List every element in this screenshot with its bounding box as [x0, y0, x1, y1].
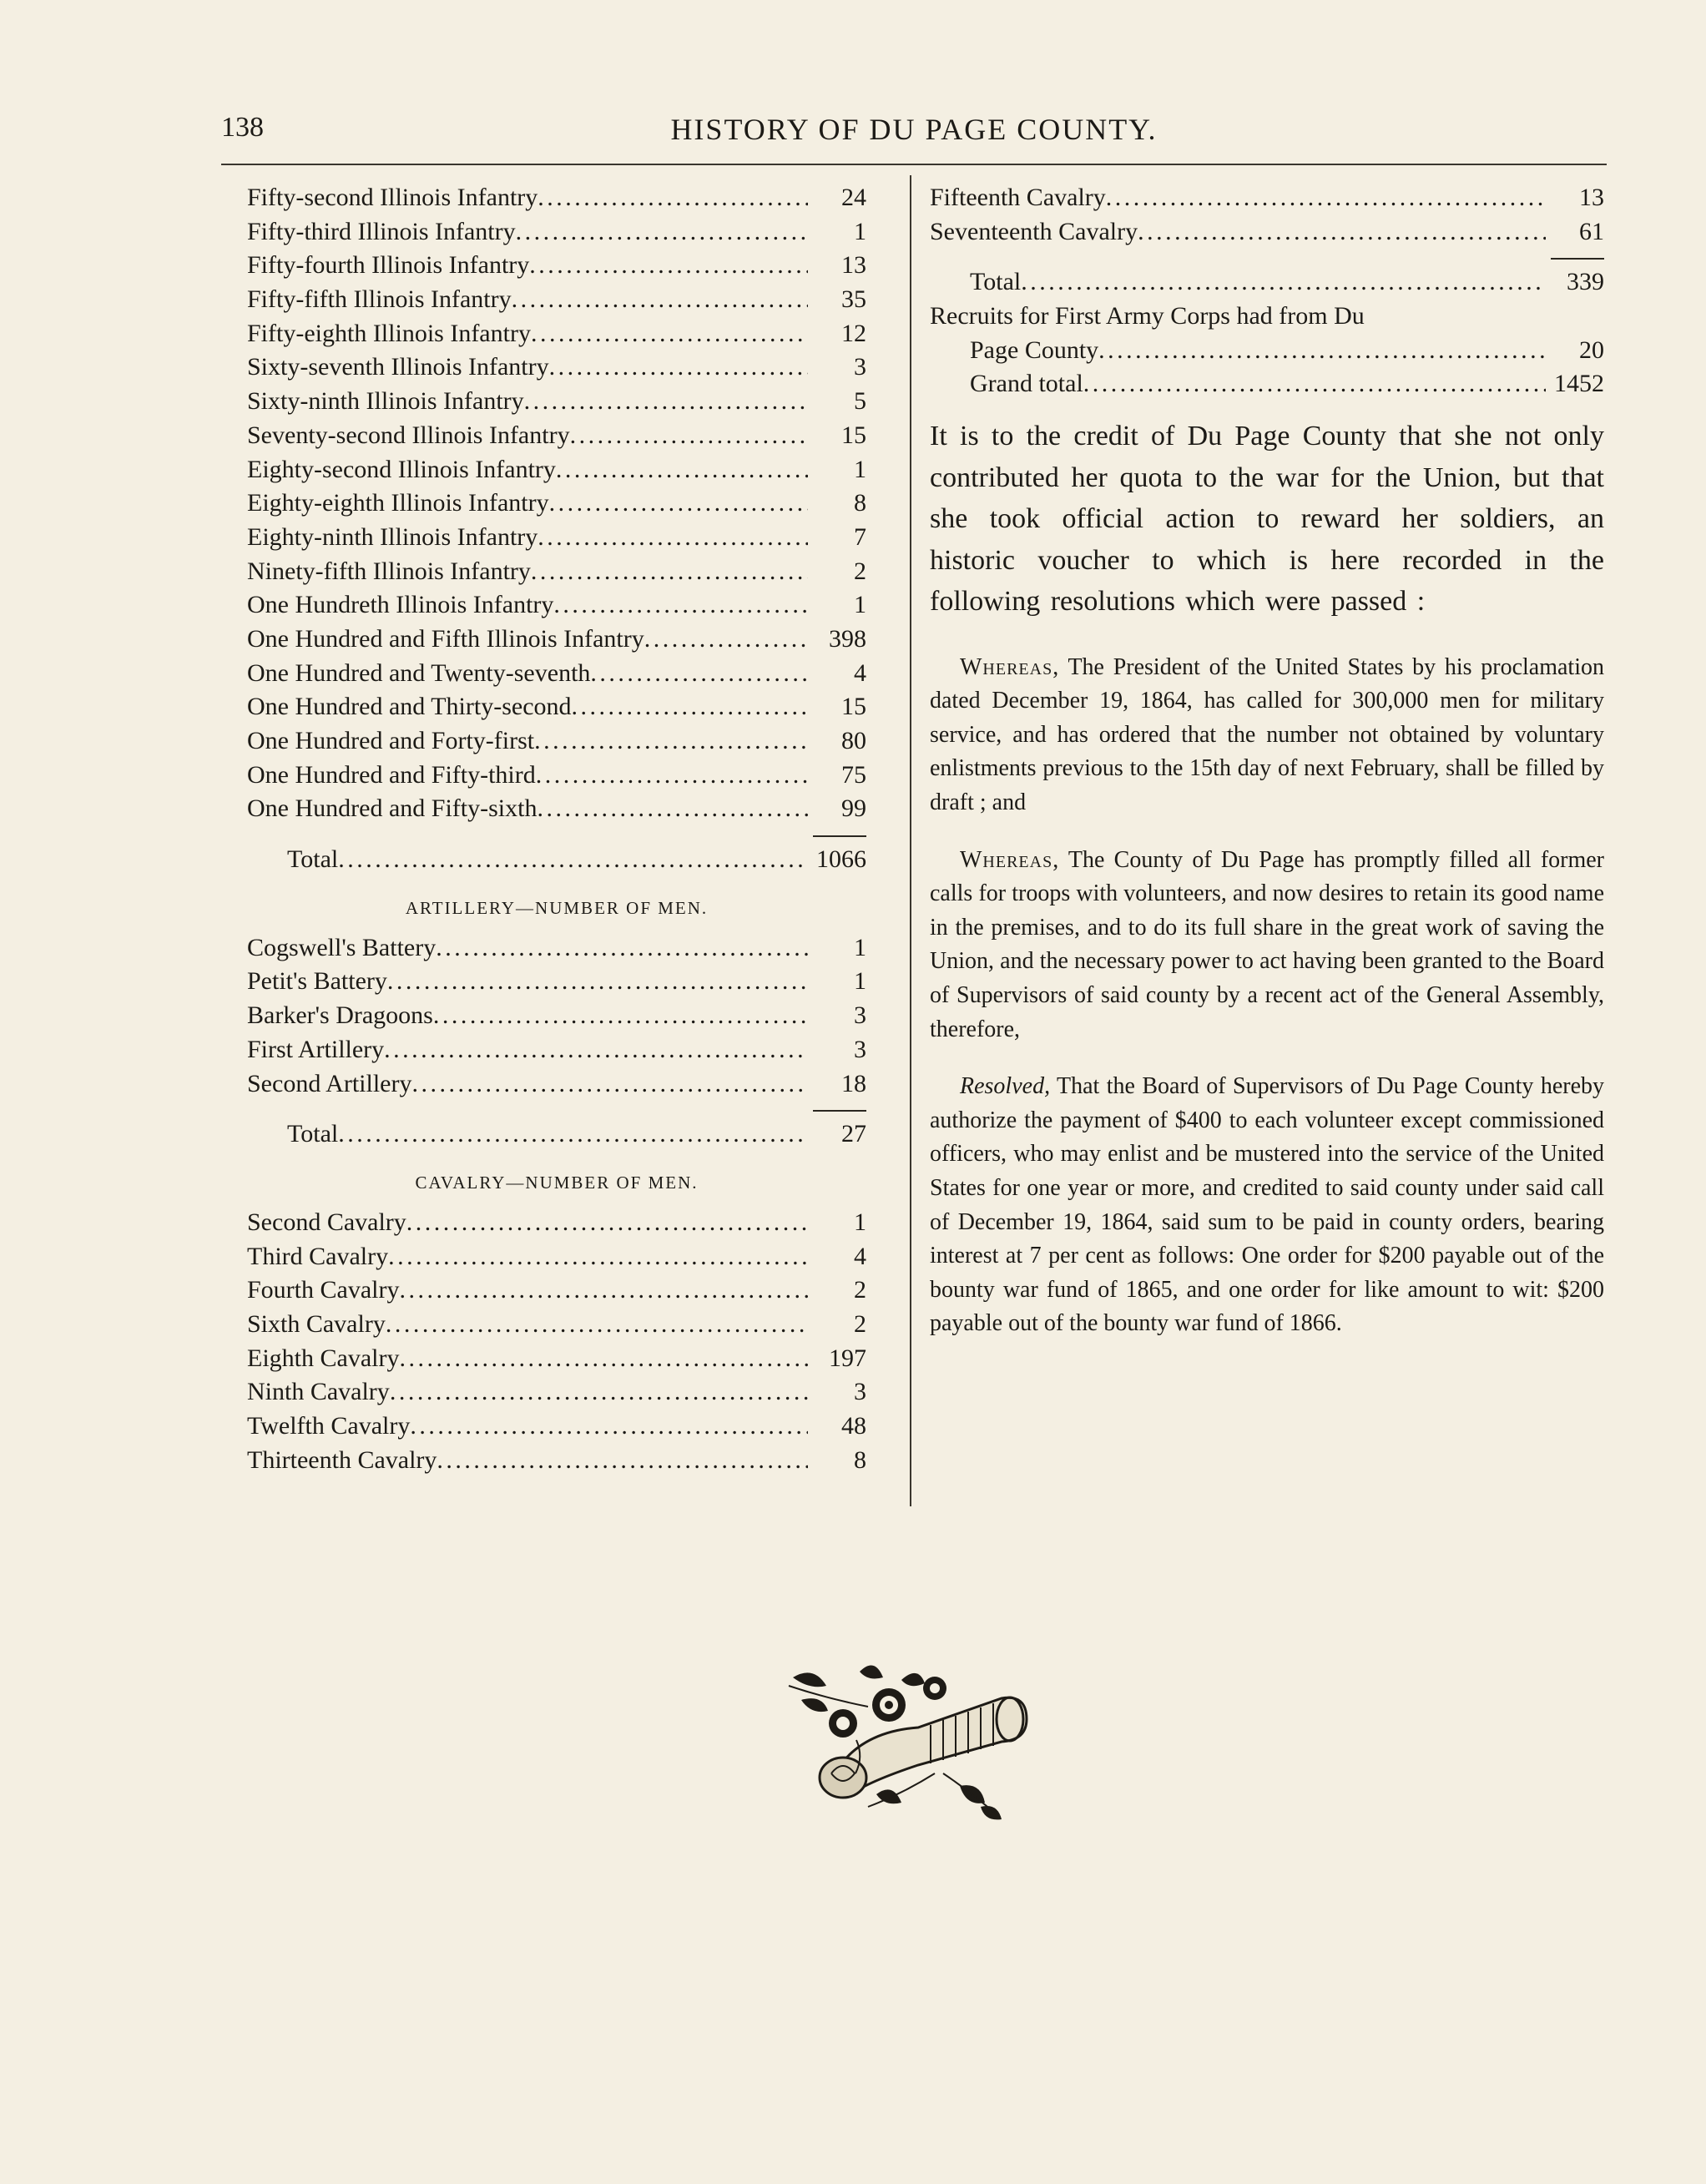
resolved-paragraph: Resolved, That the Board of Supervisors of Du Page County hereby authorize the payment of $400 to each volunteer except commissioned officers, who may enlist and be mustered into the service of the United States for one year or more, and credited to said county under said call of December 19, 1864, said sum to be paid in county orders, bearing interest at 7 per cent as follows: One order for $200 payable out of the bounty war fund of 1865, and one order for like amount to wit: $200 payable out of the bounty war fund of 1866.: [930, 1073, 1604, 1337]
list-item: Sixty-seventh Illinois Infantry . . . 3: [247, 353, 866, 387]
list-item: Ninety-fifth Illinois Infantry . . . 2: [247, 557, 866, 592]
list-item: One Hundred and Twenty-seventh . . . 4: [247, 659, 866, 694]
list-item: Seventeenth Cavalry . . . 61: [930, 218, 1604, 252]
grand-total: Grand total . . . 1452: [930, 370, 1604, 404]
lead-paragraph: It is to the credit of Du Page County that she not only contributed her quota to the war for the Union, but that she took official action to reward her soldiers, an historic voucher to which is here recorded in the following resolutions which were passed :: [930, 421, 1604, 618]
recruits-count: Page County . . . 20: [930, 336, 1604, 371]
recruits-line: Recruits for First Army Corps had from Du: [930, 302, 1365, 330]
list-item: Cogswell's Battery . . . 1: [247, 934, 866, 968]
cavalry-list-right: [930, 184, 1604, 302]
list-item: Eighty-second Illinois Infantry . . . 1: [247, 456, 866, 490]
list-item: Fifty-fifth Illinois Infantry . . . 35: [247, 285, 866, 320]
artillery-total: Total . . . 27: [247, 1120, 866, 1154]
cavalry-total: Total . . . 339: [930, 268, 1604, 302]
artillery-heading: ARTILLERY—NUMBER OF MEN.: [405, 897, 709, 918]
list-item: Eighty-ninth Illinois Infantry . . . 7: [247, 523, 866, 557]
list-item: Eighth Cavalry . . . 197: [247, 1344, 866, 1379]
running-title: HISTORY OF DU PAGE COUNTY.: [670, 113, 1158, 146]
column-divider: [910, 175, 911, 1506]
scroll-and-roses-ornament-icon: [776, 1648, 1043, 1823]
list-item: Fifty-second Illinois Infantry . . . 24: [247, 184, 866, 218]
page-header: [221, 112, 1607, 155]
sum-rule: [247, 1103, 866, 1120]
header-rule: [221, 164, 1607, 165]
infantry-list: [247, 184, 866, 880]
infantry-total: Total . . . 1066: [247, 845, 866, 880]
cavalry-heading: CAVALRY—NUMBER OF MEN.: [415, 1172, 699, 1193]
sum-rule: [930, 251, 1604, 268]
list-item: Sixty-ninth Illinois Infantry . . . 5: [247, 387, 866, 421]
sum-rule: [247, 829, 866, 845]
list-item: Twelfth Cavalry . . . 48: [247, 1412, 866, 1446]
list-item: Ninth Cavalry . . . 3: [247, 1378, 866, 1412]
list-item: Barker's Dragoons . . . 3: [247, 1001, 866, 1036]
list-item: One Hundred and Fifty-third . . . 75: [247, 761, 866, 795]
list-item: First Artillery . . . 3: [247, 1036, 866, 1070]
list-item: Fourth Cavalry . . . 2: [247, 1276, 866, 1310]
list-item: One Hundred and Forty-first . . . 80: [247, 727, 866, 761]
list-item: One Hundred and Thirty-second . . . 15: [247, 693, 866, 727]
list-item: Petit's Battery . . . 1: [247, 967, 866, 1001]
left-column: [247, 184, 866, 1480]
list-item: Second Cavalry . . . 1: [247, 1208, 866, 1243]
cavalry-list-left: [247, 1208, 866, 1480]
whereas-paragraph-2: Whereas, The County of Du Page has promptly filled all former calls for troops with volunteers, and now desires to retain its good name in the premises, and to do its full share in the great work of saving the Union, and the necessary power to act having been granted to the Board of Supervisors of said county by a recent act of the General Assembly, therefore,: [930, 846, 1604, 1042]
list-item: Thirteenth Cavalry . . . 8: [247, 1446, 866, 1480]
whereas-paragraph-1: Whereas, The President of the United States by his proclamation dated December 19, 1864, has called for 300,000 men for military service, and has ordered that the number not obtained by voluntary enlistments previous to the 15th day of next February, shall be filled by draft ; and: [930, 653, 1604, 815]
list-item: One Hundred and Fifth Illinois Infantry . . . 398: [247, 625, 866, 659]
list-item: Sixth Cavalry . . . 2: [247, 1310, 866, 1344]
list-item: Fifty-eighth Illinois Infantry . . . 12: [247, 320, 866, 354]
list-item: Seventy-second Illinois Infantry . . . 15: [247, 421, 866, 456]
list-item: Fifty-third Illinois Infantry . . . 1: [247, 218, 866, 252]
page-number: 138: [221, 112, 264, 143]
list-item: Fifty-fourth Illinois Infantry . . . 13: [247, 251, 866, 285]
list-item: One Hundred and Fifty-sixth . . . 99: [247, 794, 866, 829]
list-item: Second Artillery . . . 18: [247, 1070, 866, 1104]
list-item: One Hundreth Illinois Infantry . . . 1: [247, 591, 866, 625]
list-item: Eighty-eighth Illinois Infantry . . . 8: [247, 489, 866, 523]
artillery-list: [247, 934, 866, 1154]
right-column: [930, 184, 1604, 1364]
list-item: Fifteenth Cavalry . . . 13: [930, 184, 1604, 218]
list-item: Third Cavalry . . . 4: [247, 1243, 866, 1277]
